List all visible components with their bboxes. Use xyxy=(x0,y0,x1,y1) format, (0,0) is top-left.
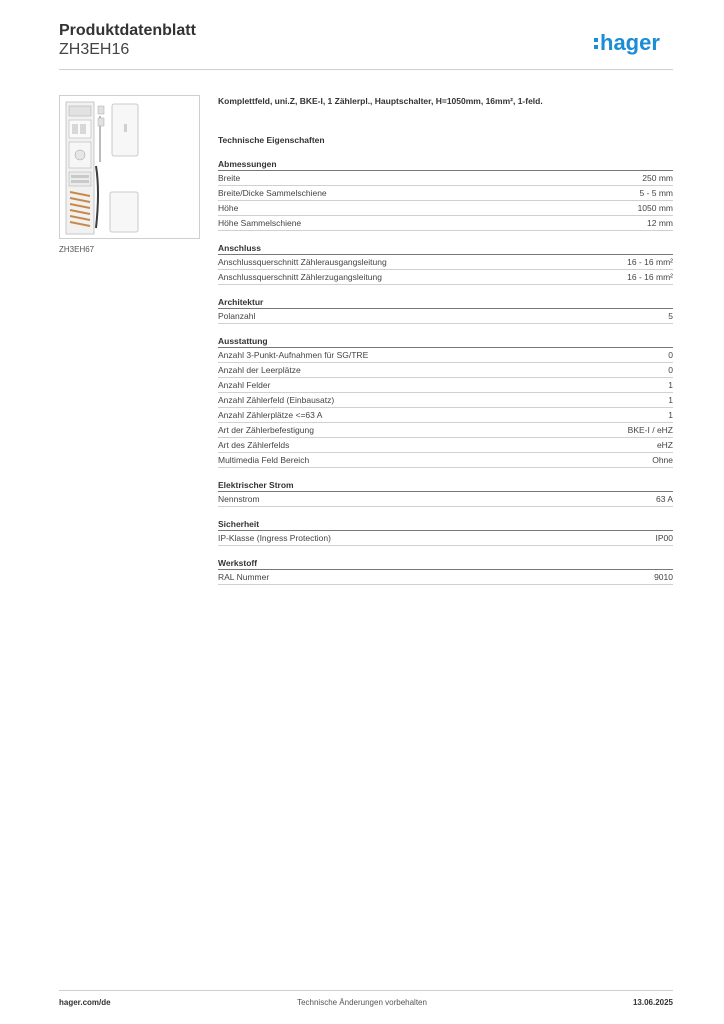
property-row xyxy=(218,408,673,423)
hager-logo xyxy=(594,29,674,57)
section-title: Technische Eigenschaften xyxy=(218,135,325,145)
property-value: 1 xyxy=(668,380,673,390)
property-row xyxy=(218,363,673,378)
property-label: IP-Klasse (Ingress Protection) xyxy=(218,533,331,543)
group-title: Elektrischer Strom xyxy=(218,478,673,492)
footer-notice: Technische Änderungen vorbehalten xyxy=(297,998,427,1007)
property-value: IP00 xyxy=(655,533,673,543)
property-value: 1050 mm xyxy=(637,203,673,213)
property-label: RAL Nummer xyxy=(218,572,270,582)
property-label: Anzahl Zählerfeld (Einbausatz) xyxy=(218,395,335,405)
property-value: eHZ xyxy=(656,440,673,450)
property-value: 0 xyxy=(668,350,673,360)
property-group xyxy=(218,556,673,585)
property-label: Anzahl Felder xyxy=(218,380,271,390)
property-value: 250 mm xyxy=(642,173,673,183)
footer-divider xyxy=(59,990,673,991)
property-label: Polanzahl xyxy=(218,311,256,321)
property-label: Anzahl 3-Punkt-Aufnahmen für SG/TRE xyxy=(218,350,369,360)
property-row xyxy=(218,309,673,324)
property-row xyxy=(218,201,673,216)
property-value: 16 - 16 mm² xyxy=(627,272,673,282)
property-groups xyxy=(218,157,673,585)
property-row xyxy=(218,393,673,408)
property-value: Ohne xyxy=(652,455,673,465)
property-label: Anschlussquerschnitt Zählerzugangsleitung xyxy=(218,272,382,282)
property-row xyxy=(218,216,673,231)
group-title: Architektur xyxy=(218,295,673,309)
property-group xyxy=(218,334,673,468)
product-image xyxy=(59,95,200,239)
product-code: ZH3EH16 xyxy=(59,41,130,58)
property-value: 16 - 16 mm² xyxy=(627,257,673,267)
property-group xyxy=(218,478,673,507)
group-title: Abmessungen xyxy=(218,157,673,171)
property-value: 1 xyxy=(668,395,673,405)
header-divider xyxy=(59,69,673,70)
property-label: Anschlussquerschnitt Zählerausgangsleitung xyxy=(218,257,387,267)
footer-date: 13.06.2025 xyxy=(632,998,673,1007)
property-row xyxy=(218,270,673,285)
property-label: Art der Zählerbefestigung xyxy=(218,425,314,435)
property-row xyxy=(218,348,673,363)
product-description: Komplettfeld, uni.Z, BKE-I, 1 Zählerpl., Hauptschalter, H=1050mm, 16mm², 1-feld. xyxy=(218,96,543,106)
property-group xyxy=(218,157,673,231)
property-row xyxy=(218,570,673,585)
property-row xyxy=(218,453,673,468)
property-label: Multimedia Feld Bereich xyxy=(218,455,310,465)
property-value: 9010 xyxy=(654,572,673,582)
property-value: 5 - 5 mm xyxy=(639,188,673,198)
property-group xyxy=(218,241,673,285)
property-value: 12 mm xyxy=(647,218,673,228)
property-label: Höhe xyxy=(218,203,239,213)
property-group xyxy=(218,295,673,324)
property-row xyxy=(218,186,673,201)
property-value: 1 xyxy=(668,410,673,420)
footer-website: hager.com/de xyxy=(59,998,111,1007)
property-value: 63 A xyxy=(655,494,673,504)
group-title: Sicherheit xyxy=(218,517,673,531)
group-title: Anschluss xyxy=(218,241,673,255)
property-label: Art des Zählerfelds xyxy=(218,440,290,450)
property-value: BKE-I / eHZ xyxy=(627,425,673,435)
group-title: Ausstattung xyxy=(218,334,673,348)
property-label: Breite xyxy=(218,173,241,183)
svg-text:hager: hager xyxy=(600,30,660,55)
property-label: Höhe Sammelschiene xyxy=(218,218,302,228)
image-caption: ZH3EH67 xyxy=(59,245,95,254)
property-label: Anzahl der Leerplätze xyxy=(218,365,301,375)
property-value: 5 xyxy=(668,311,673,321)
property-row xyxy=(218,171,673,186)
property-row xyxy=(218,492,673,507)
property-row xyxy=(218,378,673,393)
property-label: Breite/Dicke Sammelschiene xyxy=(218,188,327,198)
property-row xyxy=(218,255,673,270)
property-row xyxy=(218,438,673,453)
property-row xyxy=(218,423,673,438)
property-label: Nennstrom xyxy=(218,494,260,504)
property-row xyxy=(218,531,673,546)
page-title: Produktdatenblatt xyxy=(59,22,196,39)
product-details xyxy=(218,96,673,595)
product-illustration xyxy=(60,96,201,240)
group-title: Werkstoff xyxy=(218,556,673,570)
property-group xyxy=(218,517,673,546)
property-label: Anzahl Zählerplätze <=63 A xyxy=(218,410,323,420)
property-value: 0 xyxy=(668,365,673,375)
